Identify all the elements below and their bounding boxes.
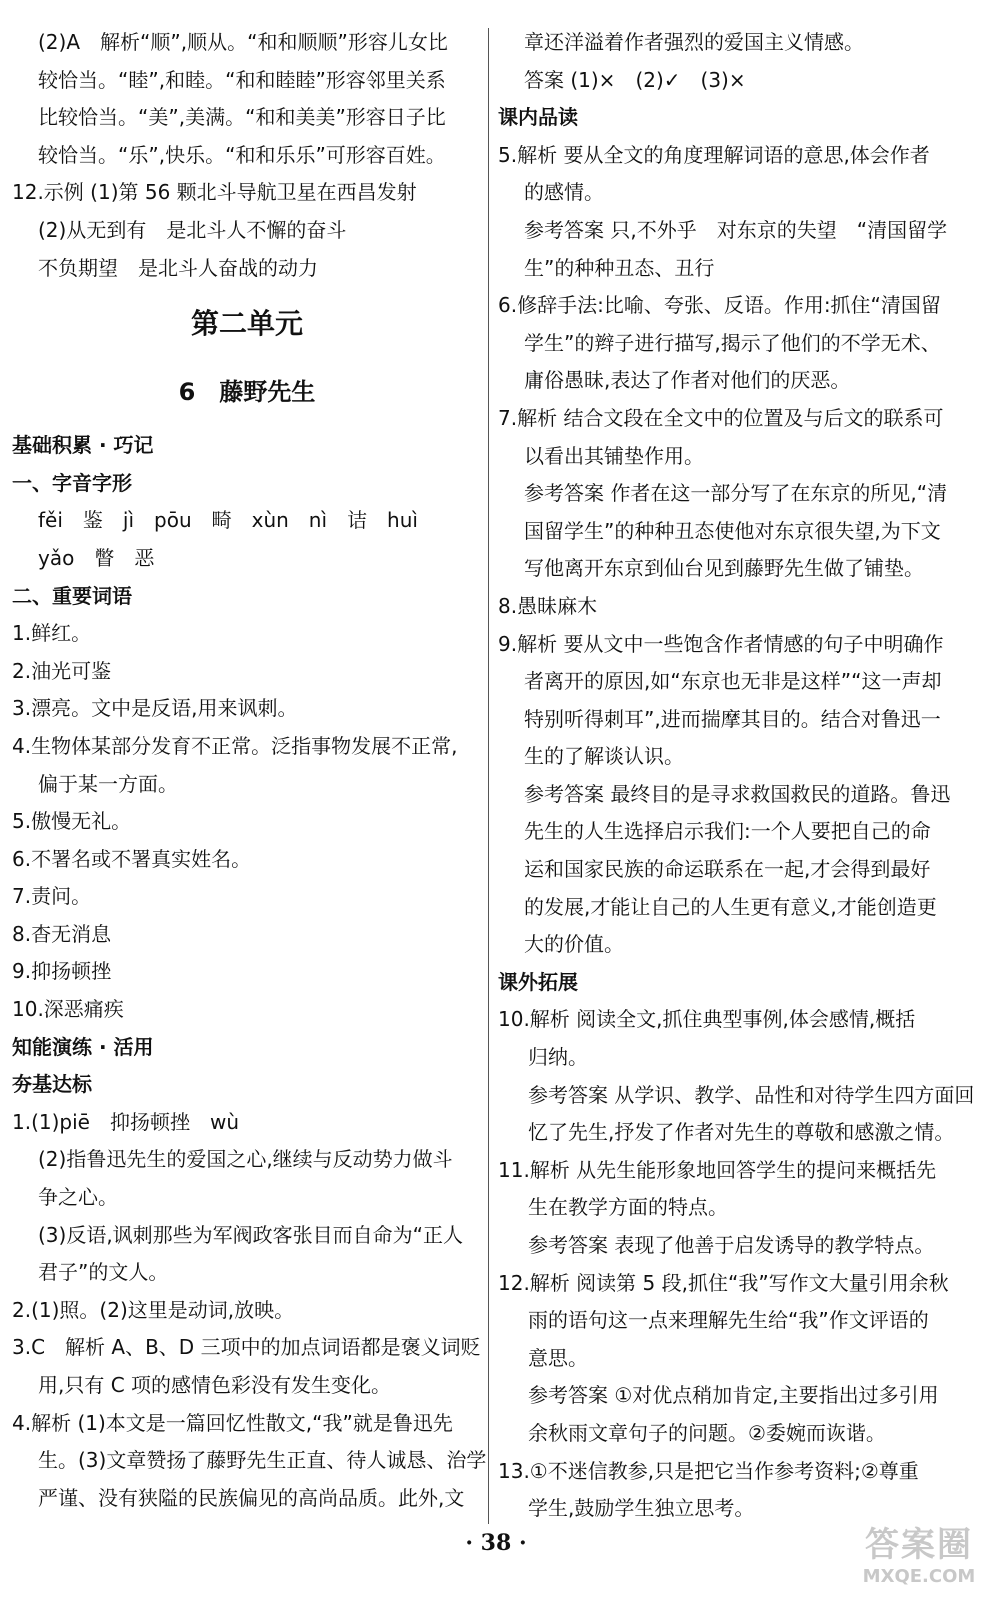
text-line: 8.愚昧麻木 (498, 593, 598, 618)
text-line: 5.解析 要从全文的角度理解词语的意思,体会作者 (498, 142, 930, 167)
text-line: 3.C 解析 A、B、D 三项中的加点词语都是褒义词贬 (12, 1335, 481, 1360)
text-line: 1.(1)piē 抑扬顿挫 wù (12, 1109, 240, 1134)
text-line: (3)反语,讽刺那些为军阀政客张目而自命为“正人 (38, 1222, 464, 1247)
text-line: 5.傲慢无礼。 (12, 809, 132, 834)
text-line: 参考答案 从学识、教学、品性和对待学生四方面回 (528, 1082, 975, 1107)
text-line: 7.责问。 (12, 884, 92, 909)
text-line: 者离开的原因,如“东京也无非是这样”“这一声却 (524, 669, 942, 694)
text-line: 生在教学方面的特点。 (528, 1195, 728, 1220)
text-line: 余秋雨文章句子的问题。②委婉而诙谐。 (528, 1420, 886, 1445)
watermark-text: 答案圈 (865, 1525, 973, 1565)
text-line: 章还洋溢着作者强烈的爱国主义情感。 (524, 30, 864, 54)
text-line: 较恰当。“睦”,和睦。“和和睦睦”形容邻里关系 (38, 67, 446, 92)
text-line: 偏于某一方面。 (38, 771, 178, 796)
text-line: 生。(3)文章赞扬了藤野先生正直、待人诚恳、治学 (38, 1448, 487, 1473)
text-line: 12.解析 阅读第 5 段,抓住“我”写作文大量引用余秋 (498, 1270, 949, 1295)
text-line: 学生”的辫子进行描写,揭示了他们的不学无术、 (524, 330, 941, 355)
text-line: 2.油光可鉴 (12, 658, 112, 683)
text-line: 10.深恶痛疾 (12, 997, 124, 1022)
text-line: 雨的语句这一点来理解先生给“我”作文评语的 (528, 1308, 929, 1333)
text-line: 11.解析 从先生能形象地回答学生的提问来概括先 (498, 1157, 937, 1182)
text-line: 先生的人生选择启示我们:一个人要把自己的命 (524, 819, 931, 844)
text-line: 严谨、没有狭隘的民族偏见的高尚品质。此外,文 (38, 1485, 465, 1510)
text-line: fěi 鉴 jì pōu 畸 xùn nì 诘 huì (38, 508, 418, 533)
text-line: 学生,鼓励学生独立思考。 (528, 1496, 755, 1521)
text-line: 意思。 (528, 1345, 588, 1370)
text-line: 2.(1)照。(2)这里是动词,放映。 (12, 1297, 295, 1322)
text-line: 参考答案 作者在这一部分写了在东京的所见,“清 (524, 481, 948, 506)
text-line: 的感情。 (524, 180, 604, 205)
text-line: 13.①不迷信教参,只是把它当作参考资料;②尊重 (498, 1458, 919, 1483)
text-line: 争之心。 (38, 1185, 118, 1210)
text-line: 不负期望 是北斗人奋战的动力 (38, 255, 318, 280)
text-line: 大的价值。 (524, 932, 624, 957)
text-line: 忆了先生,抒发了作者对先生的尊敬和感激之情。 (528, 1120, 955, 1145)
text-line: 运和国家民族的命运联系在一起,才会得到最好 (524, 857, 931, 882)
text-line: 6.不署名或不署真实姓名。 (12, 846, 252, 871)
text-line: 较恰当。“乐”,快乐。“和和乐乐”可形容百姓。 (38, 142, 446, 167)
section-heading: 一、字音字形 (12, 470, 132, 495)
text-line: 生”的种种丑态、丑行 (524, 255, 715, 280)
unit-title: 第二单元 (190, 307, 303, 341)
section-heading: 课内品读 (498, 105, 578, 130)
text-line: 12.示例 (1)第 56 颗北斗导航卫星在西昌发射 (12, 180, 417, 205)
text-line: 国留学生”的种种丑态使他对东京很失望,为下文 (524, 518, 941, 543)
text-line: 特别听得刺耳”,进而揣摩其目的。结合对鲁迅一 (524, 706, 941, 731)
text-line: 的发展,才能让自己的人生更有意义,才能创造更 (524, 894, 937, 919)
text-line: 参考答案 只,不外乎 对东京的失望 “清国留学 (524, 217, 948, 242)
text-line: 3.漂亮。文中是反语,用来讽刺。 (12, 696, 298, 721)
text-line: (2)从无到有 是北斗人不懈的奋斗 (38, 217, 347, 242)
section-heading: 二、重要词语 (12, 583, 132, 608)
text-line: 8.杳无消息 (12, 921, 112, 946)
text-line: 9.抑扬顿挫 (12, 959, 112, 984)
section-heading: 课外拓展 (498, 969, 578, 994)
text-line: 6.修辞手法:比喻、夸张、反语。作用:抓住“清国留 (498, 293, 941, 318)
watermark-logo (854, 1524, 984, 1594)
text-line: 以看出其铺垫作用。 (524, 443, 704, 468)
section-heading: 夯基达标 (12, 1072, 92, 1097)
text-line: 庸俗愚昧,表达了作者对他们的厌恶。 (524, 368, 851, 393)
text-line: 君子”的文人。 (38, 1260, 169, 1285)
text-line: 用,只有 C 项的感情色彩没有发生变化。 (38, 1373, 392, 1397)
text-line: 4.生物体某部分发育不正常。泛指事物发展不正常, (12, 733, 458, 758)
text-line: 参考答案 表现了他善于启发诱导的教学特点。 (528, 1233, 935, 1257)
text-line: 参考答案 ①对优点稍加肯定,主要指出过多引用 (528, 1383, 939, 1408)
page-number: · 38 · (465, 1530, 527, 1556)
text-line: 答案 (1)× (2)✓ (3)× (524, 67, 746, 92)
section-heading: 基础积累 · 巧记 (12, 433, 154, 458)
text-line: (2)指鲁迅先生的爱国之心,继续与反动势力做斗 (38, 1147, 453, 1172)
text-line: 生的了解谈认识。 (524, 744, 684, 769)
text-line: 9.解析 要从文中一些饱含作者情感的句子中明确作 (498, 631, 944, 656)
text-line: 7.解析 结合文段在全文中的位置及与后文的联系可 (498, 405, 944, 430)
text-line: yǎo 瞥 恶 (38, 545, 155, 570)
text-line: 归纳。 (528, 1045, 588, 1070)
watermark-url: MXQE.COM (862, 1566, 976, 1587)
lesson-title: 6 藤野先生 (178, 378, 316, 407)
right-column (498, 24, 975, 1528)
text-line: 参考答案 最终目的是寻求救国救民的道路。鲁迅 (524, 781, 951, 806)
text-line: 10.解析 阅读全文,抓住典型事例,体会感情,概括 (498, 1007, 916, 1032)
text-line: 4.解析 (1)本文是一篇回忆性散文,“我”就是鲁迅先 (12, 1410, 453, 1435)
text-line: 比较恰当。“美”,美满。“和和美美”形容日子比 (38, 105, 446, 130)
text-line: 1.鲜红。 (12, 621, 92, 646)
left-column (12, 24, 487, 1517)
column-divider (488, 28, 489, 1524)
section-heading: 知能演练 · 活用 (12, 1034, 154, 1059)
text-line: (2)A 解析“顺”,顺从。“和和顺顺”形容儿女比 (38, 30, 448, 54)
text-line: 写他离开东京到仙台见到藤野先生做了铺垫。 (524, 556, 924, 581)
